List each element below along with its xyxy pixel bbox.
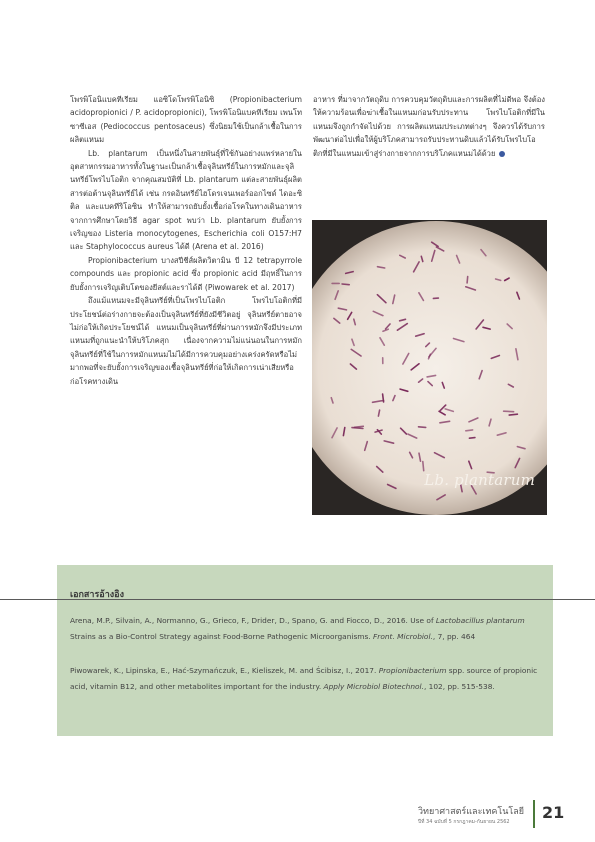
reference-item	[70, 613, 538, 645]
bacterium-rod	[342, 284, 349, 285]
paragraph: ถึงแม้แหนมจะมีจุลินทรีย์ที่เป็นโพรไบโอติก โพรไบโอติกที่มีประโยชน์ต่อร่างกายจะต้องเป็นจุลินทรีย์ที่ยังมีชีวิตอยู่ จุลินทรีย์ตายอาจไม่ก่อให้เกิดประโยชน์ได้ แหนมเป็นจุลินทรีย์ที่ผ่านการหมักจึงมีประเภทแหนมที่ถูกแนะนำให้บริโภคสุก เนื่องจากความไม่แน่นอนในการหมัก จุลินทรีย์ที่ใช้ในการหมักแหนมไม่ได้มีการควบคุมอย่างเคร่งครัดหรือไม่มากพอที่จะยับยั้งการเจริญของเชื้อจุลินทรีย์ที่ก่อให้เกิดการเน่าเสียหรือก่อโรคทางเดิน	[70, 296, 302, 386]
paragraph-text: อาหาร ที่มาจากวัตถุดิบ การควบคุมวัตถุดิบและการผลิตที่ไม่ดีพอ จึงต้องให้ความร้อนเพื่อฆ่าเชื้อในแหนมก่อนรับประทาน โพรไบโอติกที่มีในแหนมจึงถูกกำจัดไปด้วย การผลิตแหนมประเภทต่างๆ จึงควรได้รับการพัฒนาต่อไปเพื่อให้ผู้บริโภคสามารถรับประทานดิบแล้วได้รับโพรไบโอติกที่มีในแหนมเข้าสู่ร่างกายจากการบริโภคแหนมได้ด้วย	[313, 95, 545, 158]
bacterium-rod	[419, 427, 426, 428]
reference-journal: Apply Microbiol Biotechnol.	[323, 682, 424, 691]
reference-text: , 102, pp. 515-538.	[423, 682, 495, 691]
bacterium-rod	[354, 426, 363, 427]
reference-text: spp. source of propionic acid, vitamin B12, and other metabolites important for the industry.	[70, 666, 538, 691]
paragraph: Lb. plantarum เป็นหนึ่งในสายพันธุ์ที่ใช้กันอย่างแพร่หลายในอุตสาหกรรมอาหารทั้งในฐานะเป็นกล้าเชื้อจุลินทรีย์ในการหมักและจุลินทรีย์โพรไบโอติก จากคุณสมบัติที่ Lb. plantarum แต่ละสายพันธุ์ผลิตสารต่อต้านจุลินทรีย์ได้ เช่น กรดอินทรีย์ไฮโดรเจนเพอร์ออกไซด์ ไดอะซิติล และแบคทีริโอซิน ทำให้สามารถยับยั้งเชื้อก่อโรคในทางเดินอาหารจากการศึกษาโดยวิธี agar spot พบว่า Lb. plantarum ยับยั้งการเจริญของ Listeria monocytogenes, Escherichia coli O157:H7 และ Staphylococcus aureus ได้ดี (Arena et al. 2016)	[70, 148, 302, 252]
bacterium-rod	[383, 394, 384, 402]
left-text-column	[70, 93, 302, 388]
reference-text: Strains as a Bio-Control Strategy against Food-Borne Pathogenic Microorganisms.	[70, 632, 374, 641]
journal-issue: ปีที่ 34 ฉบับที่ 5 กรกฎาคม-กันยายน 2562	[418, 819, 510, 825]
paragraph	[313, 93, 545, 160]
references-title: เอกสารอ้างอิง	[70, 590, 124, 600]
bacterium-rod	[509, 414, 517, 415]
reference-text: Piwowarek, K., Lipinska, E., Hać-Szymańczuk, E., Kieliszek, M. and Ścibisz, I., 2017.	[70, 666, 379, 675]
reference-text: , 7, pp. 464	[432, 632, 476, 641]
journal-title: วิทยาศาสตร์และเทคโนโลยี	[418, 807, 525, 817]
bacterium-rod	[469, 438, 475, 439]
end-of-article-icon	[499, 151, 505, 157]
reference-italic: Lactobacillus plantarum	[435, 616, 525, 625]
bacterium-rod	[467, 277, 468, 283]
reference-item	[70, 663, 538, 695]
microscope-photo	[312, 220, 547, 515]
paragraph: โพรพิโอนิแบคทีเรียม แอซิโดโพรพิโอนิซิ (Propionibacterium acidopropionici / P. acidopropionici), โพรพิโอนิแบคทีเรียม เพนโทซาซีเอส (Pediococcus pentosaceus) ซึ่งนิยมใช้เป็นกล้าเชื้อในการผลิตแหนม	[70, 95, 302, 145]
references-box	[57, 565, 553, 736]
page-number: 21	[542, 803, 565, 822]
right-text-column	[313, 93, 545, 160]
paragraph: Propionibacterium บางสปีชีส์ผลิตวิตามิน บี 12 tetrapyrrole compounds และ propionic acid ซึ่ง propionic acid มีฤทธิ์ในการยับยั้งการเจริญเติบโตของยีสต์และราได้ดี (Piwowarek et al. 2017)	[70, 255, 302, 292]
reference-text: Arena, M.P., Silvain, A., Normanno, G., Grieco, F., Drider, D., Spano, G. and Fiocco, D., 2016. Use of	[70, 616, 436, 625]
bacterium-rod	[466, 430, 473, 431]
bacterium-rod	[423, 462, 424, 471]
reference-journal: Front. Microbiol.	[373, 632, 433, 641]
reference-italic: Propionibacterium	[378, 666, 447, 675]
bacterium-rod	[504, 411, 514, 412]
footer-divider	[533, 800, 535, 828]
figure-label: Lb. plantarum	[424, 471, 535, 489]
